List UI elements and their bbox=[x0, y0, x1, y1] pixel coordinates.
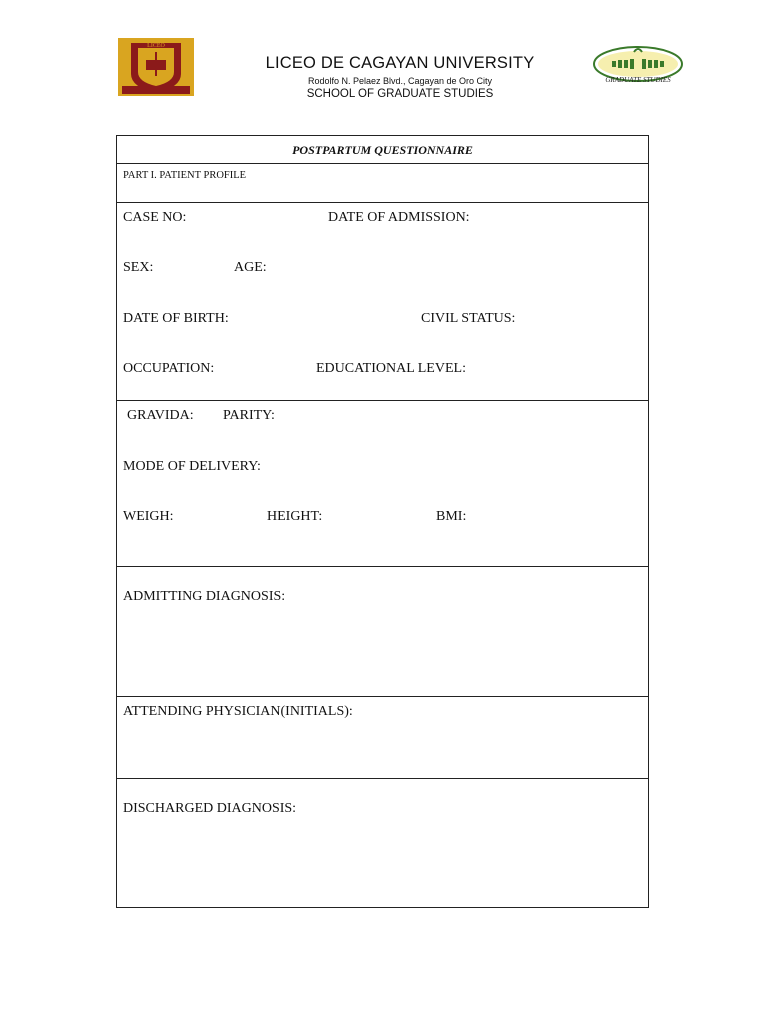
university-logo bbox=[116, 36, 196, 98]
university-name: LICEO DE CAGAYAN UNIVERSITY bbox=[265, 54, 535, 72]
civil-status-label: CIVIL STATUS: bbox=[421, 311, 516, 326]
bmi-label: BMI: bbox=[436, 509, 467, 524]
school-name: SCHOOL OF GRADUATE STUDIES bbox=[306, 88, 494, 100]
educational-level-label: EDUCATIONAL LEVEL: bbox=[316, 361, 466, 376]
discharged-diagnosis-label: DISCHARGED DIAGNOSIS: bbox=[123, 801, 297, 816]
admitting-diagnosis-label: ADMITTING DIAGNOSIS: bbox=[123, 589, 286, 604]
case-no-label: CASE NO: bbox=[123, 210, 187, 225]
mode-of-delivery-label: MODE OF DELIVERY: bbox=[123, 459, 261, 474]
parity-label: PARITY: bbox=[223, 408, 275, 423]
svg-text:GRADUATE STUDIES: GRADUATE STUDIES bbox=[605, 76, 671, 84]
graduate-studies-logo bbox=[590, 44, 686, 86]
occupation-label: OCCUPATION: bbox=[123, 361, 215, 376]
age-label: AGE: bbox=[234, 260, 267, 275]
gravida-label: GRAVIDA: bbox=[127, 408, 194, 423]
date-of-birth-label: DATE OF BIRTH: bbox=[123, 311, 229, 326]
weigh-label: WEIGH: bbox=[123, 509, 174, 524]
height-label: HEIGHT: bbox=[267, 509, 323, 524]
postpartum-form bbox=[116, 135, 649, 908]
svg-text:LICEO: LICEO bbox=[147, 43, 165, 49]
sex-label: SEX: bbox=[123, 260, 154, 275]
form-title: POSTPARTUM QUESTIONNAIRE bbox=[292, 143, 473, 157]
part-one-heading: PART I. PATIENT PROFILE bbox=[123, 170, 247, 181]
university-address: Rodolfo N. Pelaez Blvd., Cagayan de Oro City bbox=[307, 76, 493, 86]
date-of-admission-label: DATE OF ADMISSION: bbox=[328, 210, 470, 225]
attending-physician-label: ATTENDING PHYSICIAN(INITIALS): bbox=[123, 704, 353, 719]
